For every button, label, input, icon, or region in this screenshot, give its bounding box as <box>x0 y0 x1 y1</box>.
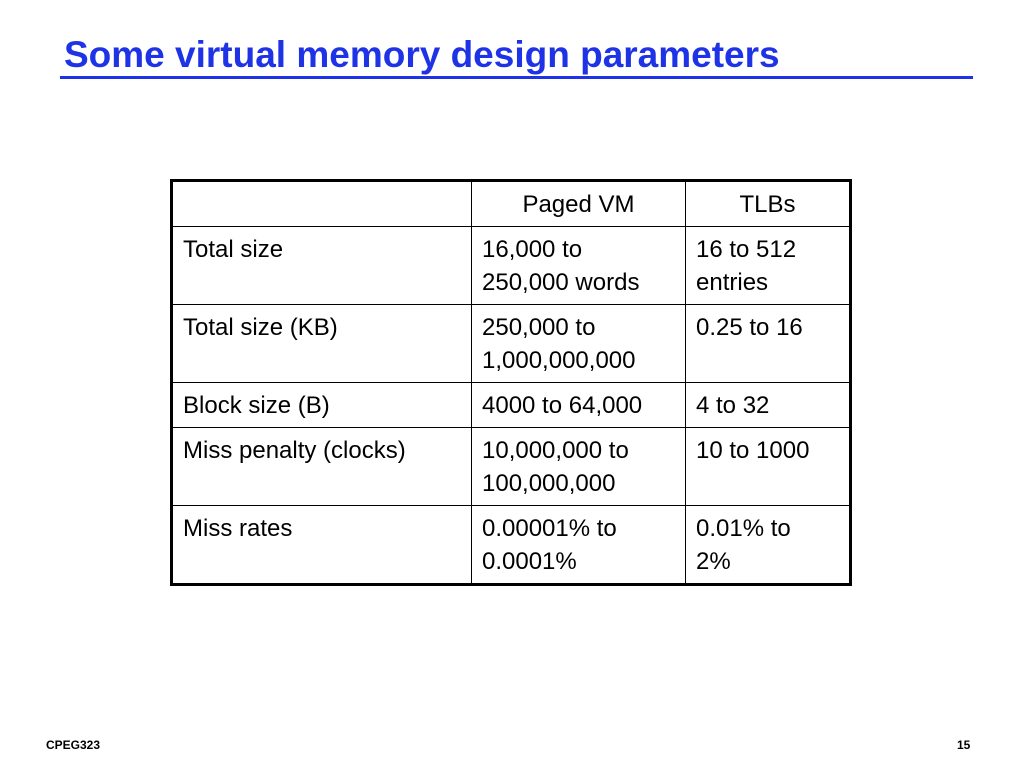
row-label: Total size (KB) <box>172 305 472 383</box>
cell-line: 4 to 32 <box>696 392 770 419</box>
cell-line: 250,000 to <box>482 314 596 341</box>
table-row <box>172 383 851 428</box>
cell-line: 250,000 words <box>482 269 640 296</box>
tlbs-cell <box>686 383 851 428</box>
cell-line: 0.00001% to <box>482 515 617 542</box>
row-label: Block size (B) <box>172 383 472 428</box>
table-row <box>172 227 851 305</box>
paged-vm-cell <box>472 227 686 305</box>
cell-line: 0.01% to <box>696 515 791 542</box>
cell-line: 1,000,000,000 <box>482 347 636 374</box>
header-cell-empty <box>172 181 472 227</box>
row-label: Total size <box>172 227 472 305</box>
title-underline <box>60 76 973 79</box>
header-cell-tlbs: TLBs <box>686 181 851 227</box>
row-label: Miss rates <box>172 506 472 585</box>
paged-vm-cell <box>472 305 686 383</box>
paged-vm-cell <box>472 506 686 585</box>
header-cell-paged-vm: Paged VM <box>472 181 686 227</box>
tlbs-cell <box>686 428 851 506</box>
row-label: Miss penalty (clocks) <box>172 428 472 506</box>
tlbs-cell <box>686 305 851 383</box>
table-row <box>172 305 851 383</box>
tlbs-cell <box>686 227 851 305</box>
paged-vm-cell <box>472 383 686 428</box>
parameters-table <box>170 179 852 586</box>
cell-line: 100,000,000 <box>482 470 616 497</box>
cell-line: entries <box>696 269 769 296</box>
cell-line: 0.0001% <box>482 548 577 575</box>
cell-line: 10 to 1000 <box>696 437 810 464</box>
cell-line: 10,000,000 to <box>482 437 629 464</box>
cell-line: 16,000 to <box>482 236 583 263</box>
tlbs-cell <box>686 506 851 585</box>
slide-number: 15 <box>957 738 971 752</box>
table-row <box>172 506 851 585</box>
cell-line: 16 to 512 <box>696 236 797 263</box>
slide-title: Some virtual memory design parameters <box>64 34 780 75</box>
course-code-footer: CPEG323 <box>46 738 101 752</box>
paged-vm-cell <box>472 428 686 506</box>
cell-line: 4000 to 64,000 <box>482 392 643 419</box>
table-header-row <box>172 181 851 227</box>
cell-line: 2% <box>696 548 731 575</box>
table-row <box>172 428 851 506</box>
cell-line: 0.25 to 16 <box>696 314 803 341</box>
